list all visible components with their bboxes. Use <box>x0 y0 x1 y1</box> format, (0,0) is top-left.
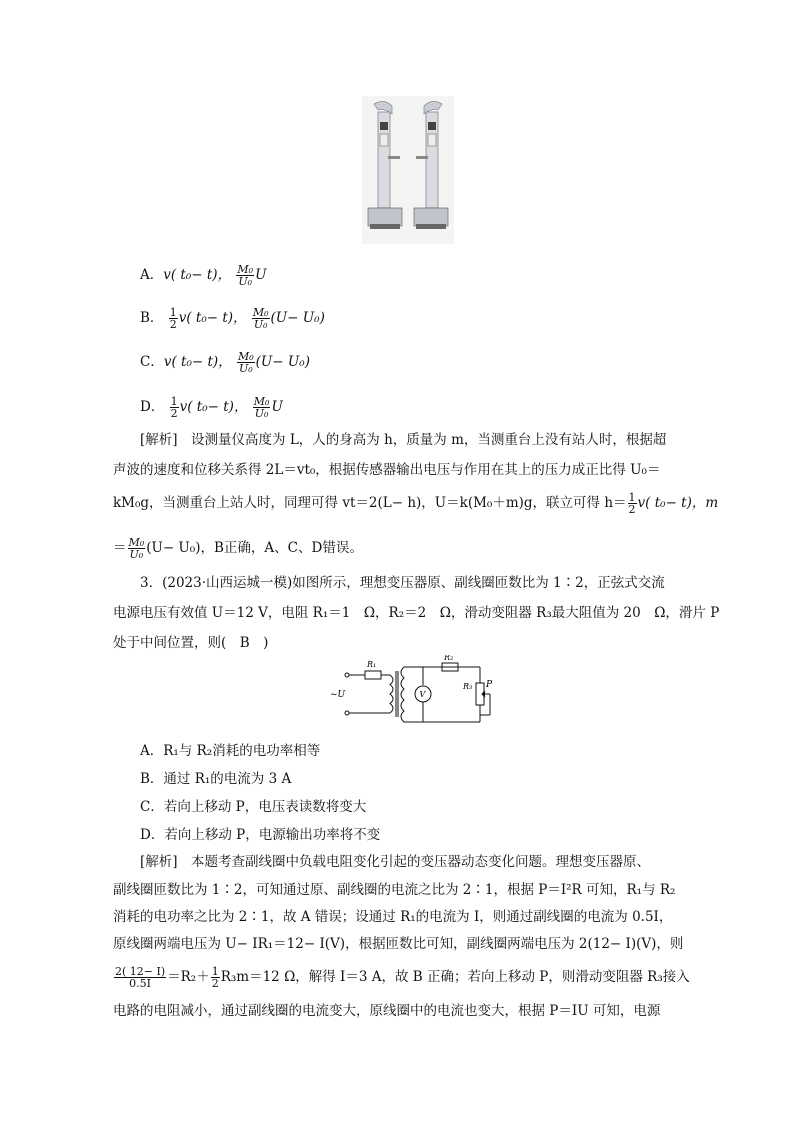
analysis-q2-line2: 声波的速度和位移关系得 2L＝vt₀，根据传感器输出电压与作用在其上的压力成正比得 U₀＝ <box>113 462 661 478</box>
analysis-q2-line1: [解析] 设测量仪高度为 L，人的身高为 h，质量为 m，当测重台上没有站人时，根据超 <box>140 432 667 448</box>
fraction: $\frac{1}{2}$ <box>211 965 219 990</box>
option-d-q3: D．若向上移动 P，电源输出功率将不变 <box>140 827 381 843</box>
fraction: $\frac{\text{M₀}}{\text{U₀}}$ <box>128 536 145 561</box>
fraction: $\frac{\text{M₀}}{\text{U₀}}$ <box>253 395 270 420</box>
slider-p-label: P <box>486 680 493 690</box>
fraction: $\frac{2( 12- I)}{0.5I}$ <box>115 965 166 990</box>
analysis-q3-line5: $\frac{2( 12- I)}{0.5I}$ ＝R₂＋ $\frac{1}{2}$ R₃m＝12 Ω，解得 I＝3 A，故 B 正确；若向上移动 P，则滑动变阻器 R₃接入 <box>115 965 690 990</box>
question3-line1: 3．(2023·山西运城一模)如图所示，理想变压器原、副线圈匝数比为 1∶2，正弦式交流 <box>140 575 665 591</box>
r2-label: R₂ <box>444 655 454 662</box>
analysis-q3-line3: 消耗的电功率之比为 2∶1，故 A 错误；设通过 R₁的电流为 I，则通过副线圈的电流为 0.5I， <box>113 909 673 925</box>
option-c-q3: C．若向上移动 P，电压表读数将变大 <box>140 799 367 815</box>
option-c-q2: C．v( t₀− t)， $\frac{\text{M₀}}{\text{U₀}}$ (U− U₀) <box>140 350 310 375</box>
height-weight-scale-figure <box>362 96 454 244</box>
fraction: $\frac{1}{2}$ <box>170 395 178 420</box>
option-b-q2: B． $\frac{1}{2}$ v( t₀− t)， $\frac{\text{M₀}}{\text{U₀}}$ (U− U₀) <box>140 306 325 331</box>
r1-label: R₁ <box>367 660 377 669</box>
fraction: $\frac{\text{M₀}}{\text{U₀}}$ <box>237 263 254 288</box>
analysis-q3-line6: 电路的电阻减小，通过副线圈的电流变大，原线圈中的电流也变大，根据 P＝IU 可知，电源 <box>113 1003 661 1019</box>
transformer-circuit-diagram <box>330 655 500 735</box>
analysis-q3-line2: 副线圈匝数比为 1∶2，可知通过原、副线圈的电流之比为 2∶1，根据 P＝I²R 可知，R₁与 R₂ <box>113 882 676 898</box>
option-a-q3: A．R₁与 R₂消耗的电功率相等 <box>140 743 321 759</box>
analysis-q2-line4: ＝ $\frac{\text{M₀}}{\text{U₀}}$ (U− U₀)，B正确，A、C、D错误。 <box>113 536 363 561</box>
fraction: $\frac{\text{M₀}}{\text{U₀}}$ <box>237 350 254 375</box>
r3-label: R₃ <box>463 682 473 691</box>
source-label: ~U <box>330 690 346 700</box>
analysis-q3-line1: [解析] 本题考查副线圈中负载电阻变化引起的变压器动态变化问题。理想变压器原、 <box>140 854 651 870</box>
fraction: $\frac{\text{M₀}}{\text{U₀}}$ <box>252 306 269 331</box>
fraction: $\frac{1}{2}$ <box>628 491 636 516</box>
question3-line3: 处于中间位置，则( B ) <box>113 635 269 651</box>
analysis-q3-line4: 原线圈两端电压为 U− IR₁＝12− I(V)，根据匝数比可知，副线圈两端电压为 2(12− I)(V)，则 <box>113 936 684 952</box>
option-a-q2: A．v( t₀− t)， $\frac{\text{M₀}}{\text{U₀}}$ U <box>140 263 267 288</box>
fraction: $\frac{1}{2}$ <box>169 306 177 331</box>
voltmeter-label: V <box>419 690 426 699</box>
question3-line2: 电源电压有效值 U＝12 V，电阻 R₁＝1 Ω，R₂＝2 Ω，滑动变阻器 R₃最大阻值为 20 Ω，滑片 P <box>113 605 720 621</box>
option-b-q3: B．通过 R₁的电流为 3 A <box>140 771 292 787</box>
analysis-q2-line3: kM₀g，当测重台上站人时，同理可得 vt＝2(L− h)，U＝k(M₀＋m)g，联立可得 h＝ $\frac{1}{2}$ v( t₀− t)，m <box>113 491 719 516</box>
option-d-q2: D． $\frac{1}{2}$ v( t₀− t)， $\frac{\text{M₀}}{\text{U₀}}$ U <box>140 395 283 420</box>
